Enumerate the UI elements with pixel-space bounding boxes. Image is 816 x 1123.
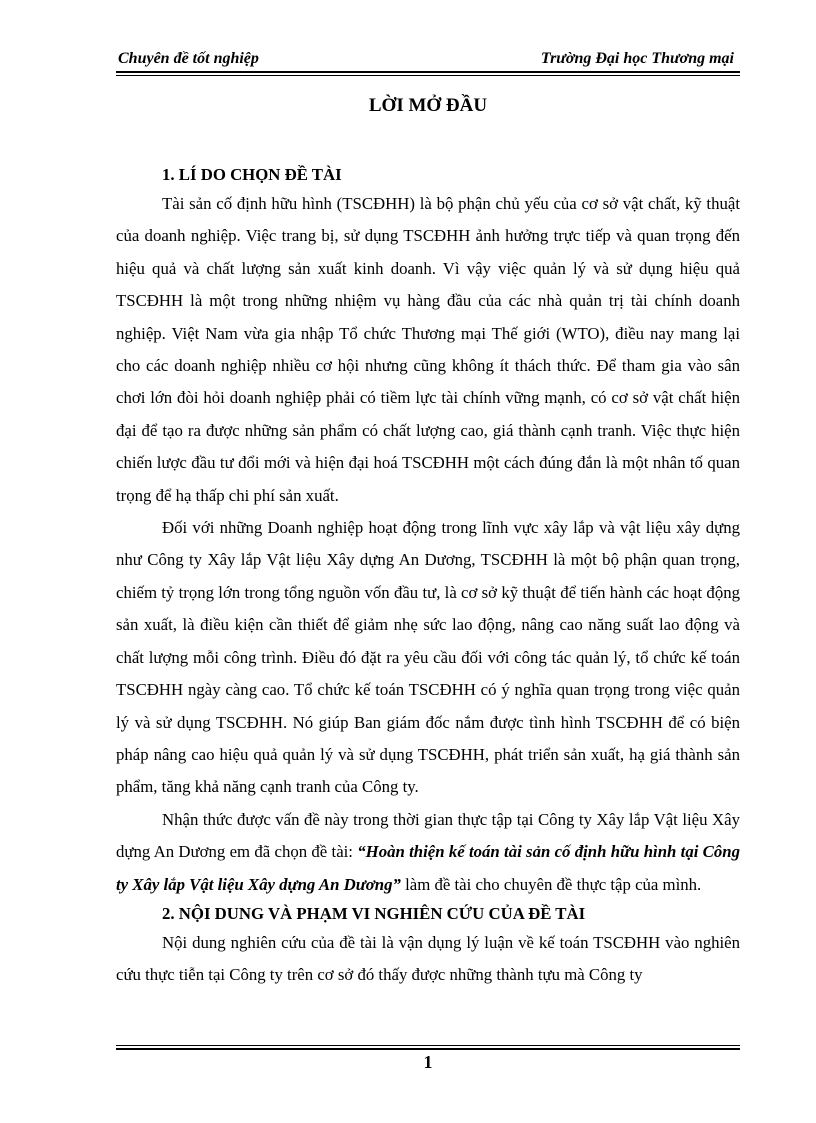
header-rule-thin	[116, 75, 740, 76]
page-header	[116, 48, 740, 70]
page-number: 1	[423, 1052, 433, 1072]
paragraph-3-intro: Nhận thức được vấn đề này trong thời gian thực tập tại Công ty Xây lắp Vật liệu Xây dựng An Dương em đã chọn đề tài:	[116, 809, 740, 862]
paragraph-4: Nội dung nghiên cứu của đề tài là vận dụng lý luận về kế toán TSCĐHH vào nghiên cứu thực tiễn tại Công ty trên cơ sở đó thấy được những thành tựu mà Công ty	[116, 932, 740, 985]
section-heading-1: 1. LÍ DO CHỌN ĐỀ TÀI	[162, 165, 342, 184]
header-university-name: Trường Đại học Thương mại	[540, 50, 734, 67]
footer-rule-thin	[116, 1045, 740, 1046]
header-rule	[116, 71, 740, 73]
paragraph-3-end: làm đề tài cho chuyên đề thực tập của mình.	[400, 874, 702, 894]
document-body	[116, 162, 740, 992]
paragraph-2: Đối với những Doanh nghiệp hoạt động trong lĩnh vực xây lắp và vật liệu xây dựng như Công ty Xây lắp Vật liệu Xây dựng An Dương, TSCĐHH là một bộ phận quan trọng, chiếm tỷ trọng lớn trong tổng nguồn vốn đầu tư, là cơ sở kỹ thuật để tiến hành các hoạt động sản xuất, là điều kiện cần thiết để giảm nhẹ sức lao động, nâng cao năng suất lao động và chất lượng mỗi công trình. Điều đó đặt ra yêu cầu đối với công tác quản lý, tổ chức kế toán TSCĐHH ngày càng cao. Tổ chức kế toán TSCĐHH có ý nghĩa quan trọng trong việc quản lý và sử dụng TSCĐHH. Nó giúp Ban giám đốc nắm được tình hình TSCĐHH để có biện pháp nâng cao hiệu quả quản lý và sử dụng TSCĐHH, phát triển sản xuất, hạ giá thành sản phẩm, tăng khả năng cạnh tranh của Công ty.	[116, 518, 740, 797]
section-heading-2: 2. NỘI DUNG VÀ PHẠM VI NGHIÊN CỨU CỦA ĐỀ TÀI	[162, 903, 586, 923]
paragraph-3	[116, 804, 740, 901]
page-title: LỜI MỞ ĐẦU	[368, 95, 488, 116]
header-course-title: Chuyên đề tốt nghiệp	[118, 50, 259, 67]
paragraph-1: Tài sản cố định hữu hình (TSCĐHH) là bộ phận chủ yếu của cơ sở vật chất, kỹ thuật của doanh nghiệp. Việc trang bị, sử dụng TSCĐHH ảnh hưởng trực tiếp và quan trọng đến hiệu quả và chất lượng sản xuất kinh doanh. Vì vậy việc quản lý và sử dụng hiệu quả TSCĐHH là một trong những nhiệm vụ hàng đầu của các nhà quản trị tài chính doanh nghiệp. Việt Nam vừa gia nhập Tổ chức Thương mại Thế giới (WTO), điều nay mang lại cho các doanh nghiệp nhiều cơ hội nhưng cũng không ít thách thức. Để tham gia vào sân chơi lớn đòi hỏi doanh nghiệp phải có tiềm lực tài chính vững mạnh, có cơ sở vật chất hiện đại để tạo ra được những sản phẩm có chất lượng cao, giá thành cạnh tranh. Việc thực hiện chiến lược đầu tư đổi mới và hiện đại hoá TSCĐHH một cách đúng đắn là một nhân tố quan trọng để hạ thấp chi phí sản xuất.	[116, 194, 740, 505]
thesis-topic: “Hoàn thiện kế toán tài sản cố định hữu hình tại Công ty Xây lắp Vật liệu Xây dựng An Dương”	[116, 842, 740, 894]
footer-rule	[116, 1048, 740, 1050]
